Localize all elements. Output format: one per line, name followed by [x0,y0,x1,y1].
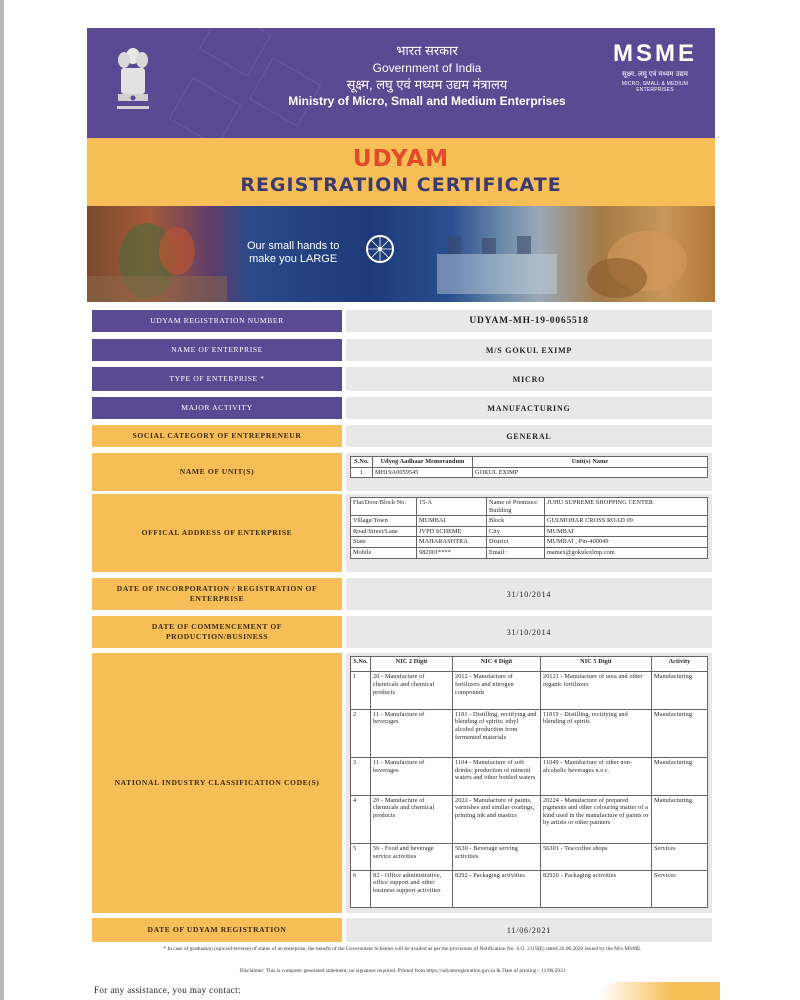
table-header-row [351,457,708,468]
banner-tagline-line2: make you LARGE [249,253,338,265]
table-cell: 3 [351,758,371,795]
table-cell: 11 - Manufacture of beverages [371,758,453,795]
table-header-cell: S.No. [351,457,373,468]
msme-hindi-text: सूक्ष्म, लघु एवं मध्यम उद्यम [622,71,688,78]
table-cell: Services [652,844,708,870]
table-row [351,844,708,870]
table-cell: 5630 - Beverage serving activities [453,844,541,870]
address-key-cell: Block [487,516,545,527]
address-key-cell: Flat/Door/Block No. [351,498,417,516]
enterprise-type-label: TYPE OF ENTERPRISE * [92,367,342,391]
field-row-registration-number [92,310,712,332]
nic-codes-label: NATIONAL INDUSTRY CLASSIFICATION CODE(S) [92,653,342,913]
table-cell: Manufacturing [652,758,708,795]
hindi-government-text: भारत सरकार [396,43,458,58]
address-value-cell: JVPD SCHEME [417,526,487,537]
registration-number-value: UDYAM-MH-19-0065518 [346,310,712,332]
nic-codes-table [350,656,708,908]
field-row-nic-codes [92,653,712,913]
table-cell: Manufacturing [652,709,708,757]
nic-table-container [346,653,712,913]
table-row [351,498,708,516]
table-header-row [351,657,708,672]
address-value-cell: mamex@gokulexlmp.com [545,547,708,558]
table-row [351,467,708,478]
unit-names-table [350,456,708,478]
table-header-cell: NIC 2 Digit [371,657,453,672]
incorporation-date-value: 31/10/2014 [346,578,712,610]
address-value-cell: 15-A [417,498,487,516]
table-row [351,758,708,795]
field-row-incorporation-date [92,578,712,610]
field-row-unit-names [92,453,712,491]
hex-pattern [169,77,241,138]
udyam-title: UDYAM [352,146,450,172]
address-value-cell: MUMBAI [417,516,487,527]
table-header-cell: Unit(s) Name [473,457,708,468]
page-left-rule [0,0,4,1000]
table-cell: 56 - Food and beverage service activities [371,844,453,870]
table-cell: 20224 - Manufacture of prepared pigments and other colouring matter of a kind used in the manufacture of paints or by artists or other painters [541,795,652,843]
table-cell: 2022 - Manufacture of paints, varnishes and similar coatings, printing ink and mastics [453,795,541,843]
major-activity-value: MANUFACTURING [346,397,712,419]
commencement-date-label: DATE OF COMMENCEMENT OF PRODUCTION/BUSINESS [92,616,342,648]
enterprise-type-value: MICRO [346,367,712,391]
address-value-cell: JUHU SUPREME SHOPPING CENTER [545,498,708,516]
table-header-cell: NIC 5 Digit [541,657,652,672]
official-address-label: OFFICAL ADDRESS OF ENTERPRISE [92,494,342,572]
table-header-cell: S.No. [351,657,371,672]
table-cell: Services [652,870,708,907]
address-key-cell: Name of Premises/ Building [487,498,545,516]
field-row-social-category [92,425,712,447]
table-cell: 56301 - Tea/coffee shops [541,844,652,870]
udyam-registration-date-label: DATE OF UDYAM REGISTRATION [92,918,342,942]
table-cell: 82 - Office administrative, office support and other business support activities [371,870,453,907]
address-table-container [346,494,712,572]
ministry-text: Ministry of Micro, Small and Medium Enterprises [288,94,566,109]
hindi-ministry-text: सूक्ष्म, लघु एवं मध्यम उद्यम मंत्रालय [346,76,508,92]
field-row-udyam-registration-date [92,918,712,942]
registration-certificate-title: REGISTRATION CERTIFICATE [240,174,562,196]
unit-names-table-container [346,453,712,491]
udyam-registration-date-value: 11/06/2021 [346,918,712,942]
table-row [351,537,708,548]
certificate-header [87,28,715,138]
table-row [351,547,708,558]
social-category-value: GENERAL [346,425,712,447]
title-band [87,138,715,206]
table-cell: 82920 - Packaging activities [541,870,652,907]
table-cell: 2012 - Manufacture of fertilizers and nitrogen compounds [453,672,541,709]
address-table [350,497,708,559]
table-header-cell: Activity [652,657,708,672]
table-cell: 1 [351,672,371,709]
address-value-cell: MUMBAI [545,526,708,537]
enterprise-name-label: NAME OF ENTERPRISE [92,339,342,361]
msme-logo-text: MSME [613,40,697,67]
address-value-cell: 982001**** [417,547,487,558]
table-cell: 1101 - Distilling, rectifying and blending of spirits; ethyl alcohol production from fermented materials [453,709,541,757]
table-row [351,709,708,757]
address-key-cell: State [351,537,417,548]
table-header-cell: NIC 4 Digit [453,657,541,672]
banner-tagline-line1: Our small hands to [247,240,340,252]
table-cell: GOKUL EXIMP [473,467,708,478]
table-cell: Manufacturing [652,672,708,709]
table-cell: 20 - Manufacture of chemicals and chemical products [371,672,453,709]
banner-tagline [247,240,339,266]
table-cell: 4 [351,795,371,843]
table-cell: 5 [351,844,371,870]
table-cell: 20121 - Manufacture of urea and other organic fertilizers [541,672,652,709]
social-category-label: SOCIAL CATEGORY OF ENTREPRENEUR [92,425,342,447]
address-key-cell: Road/Street/Lane [351,526,417,537]
field-row-official-address [92,494,712,572]
table-row [351,526,708,537]
enterprise-name-value: M/S GOKUL EXIMP [346,339,712,361]
table-cell: 11019 - Distilling, rectifying and blending of spirits [541,709,652,757]
field-row-enterprise-name [92,339,712,361]
address-value-cell: GULMOHAR CROSS ROAD 09 [545,516,708,527]
table-row [351,870,708,907]
address-key-cell: Mobile [351,547,417,558]
incorporation-date-label: DATE OF INCORPORATION / REGISTRATION OF ENTERPRISE [92,578,342,610]
table-cell: 11049 - Manufacture of other non-alcoholic beverages n.e.c. [541,758,652,795]
address-key-cell: Village/Town [351,516,417,527]
table-cell: 20 - Manufacture of chemicals and chemical products [371,795,453,843]
major-activity-label: MAJOR ACTIVITY [92,397,342,419]
table-cell: 2 [351,709,371,757]
address-key-cell: District [487,537,545,548]
unit-names-label: NAME OF UNIT(S) [92,453,342,491]
table-row [351,672,708,709]
field-row-major-activity [92,397,712,419]
table-cell: Manufacturing [652,795,708,843]
table-cell: MH19A0059545 [373,467,473,478]
address-key-cell: City [487,526,545,537]
commencement-date-value: 31/10/2014 [346,616,712,648]
table-cell: 1 [351,467,373,478]
table-cell: 1104 - Manufacture of soft drinks; production of mineral waters and other bottled waters [453,758,541,795]
hex-pattern [199,28,271,77]
msme-subtitle-text: MICRO, SMALL & MEDIUM ENTERPRISES [621,81,689,93]
address-value-cell: MAHARASHTRA [417,537,487,548]
table-cell: 6 [351,870,371,907]
msme-logo [605,40,705,93]
table-cell: 8292 - Packaging activities [453,870,541,907]
graduation-footnote: * In case of graduation (upward/reverse) of status of an enterprise, the benefit of the Government Schemes will be availed as per the provisions of Notification No. S.O. 2119(E) dated 26.06.2020 issued by the M/o MSME. [163,946,642,952]
government-title-block [277,42,577,109]
address-value-cell: MUMBAI , Pin-400049 [545,537,708,548]
table-row [351,516,708,527]
disclaimer-text: Disclaimer: This is computer generated statement, no signature required. Printed from https://udyamregistration.gov.in & Date of printing:- 11/06/2021 [239,968,566,974]
banner-image [87,206,715,302]
government-of-india-text: Government of India [372,60,482,75]
national-emblem-icon [113,42,153,122]
chakra-wheel-icon [363,232,397,266]
field-row-commencement-date [92,616,712,648]
banner-scene [87,206,715,302]
registration-number-label: UDYAM REGISTRATION NUMBER [92,310,342,332]
address-key-cell: Email : [487,547,545,558]
table-header-cell: Udyog Aadhaar Memorandum [373,457,473,468]
contact-text: For any assistance, you may contact: [94,985,241,995]
field-row-enterprise-type [92,367,712,391]
table-row [351,795,708,843]
table-cell: 11 - Manufacture of beverages [371,709,453,757]
footer-corner-decoration [600,982,720,1000]
